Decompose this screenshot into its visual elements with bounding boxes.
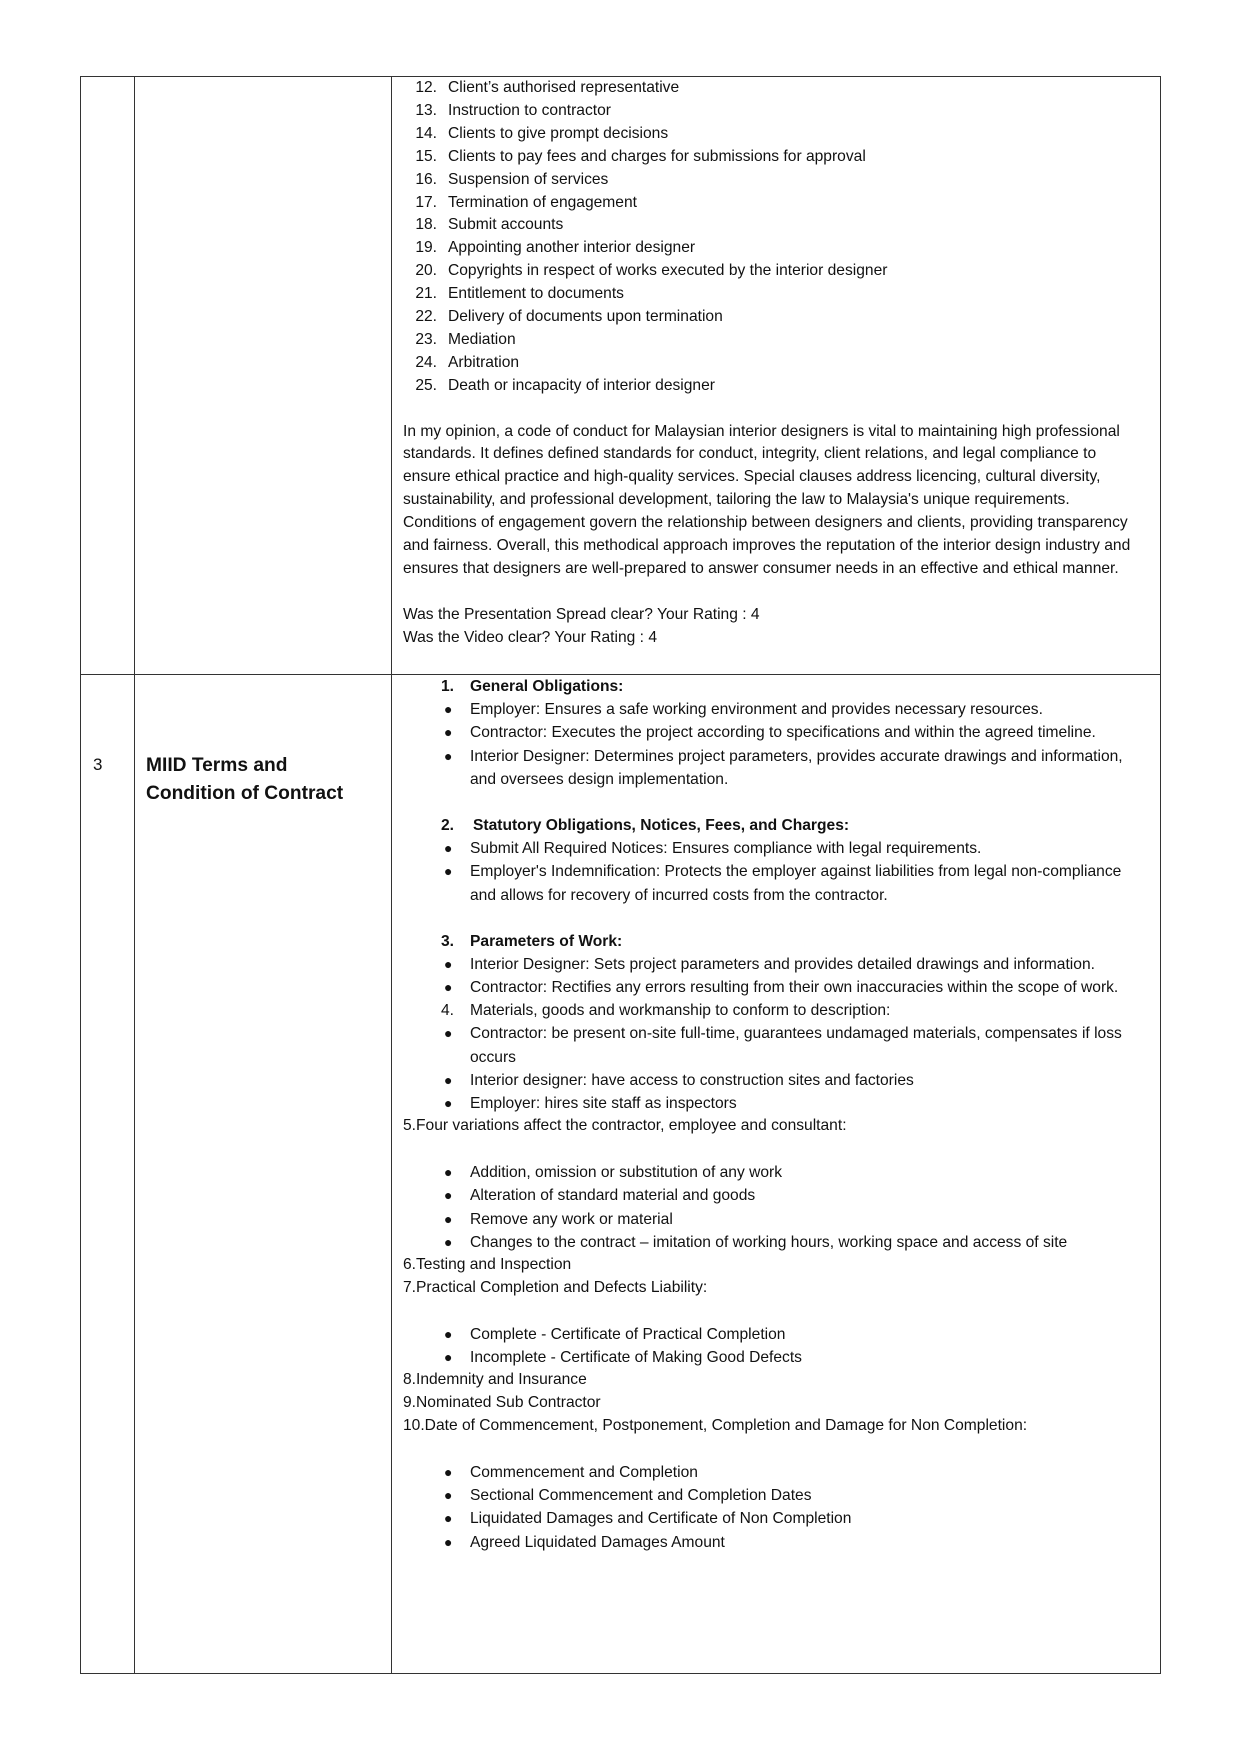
bullet-icon: ● bbox=[444, 1095, 453, 1112]
numbered-item: 19. Appointing another interior designer bbox=[415, 239, 696, 257]
numbered-item: 18. Submit accounts bbox=[415, 216, 564, 234]
bullet-item: ● Commencement and Completion bbox=[403, 1461, 1146, 1484]
bullet-icon: ● bbox=[444, 1187, 453, 1204]
bullet-icon: ● bbox=[444, 1463, 453, 1480]
numbered-item: 21. Entitlement to documents bbox=[415, 285, 624, 303]
rating-spread: Was the Presentation Spread clear? Your Rating : 4 bbox=[403, 605, 760, 623]
bullet-item: ● Interior Designer: Sets project parameters and provides detailed drawings and information. bbox=[403, 953, 1146, 976]
bullet-item: ● Employer's Indemnification: Protects the employer against liabilities from legal non-compliance and allows for recovery of incurred costs from the contractor. bbox=[403, 860, 1146, 906]
bullet-item: ● Submit All Required Notices: Ensures compliance with legal requirements. bbox=[403, 837, 1146, 860]
bullet-item: ● Addition, omission or substitution of any work bbox=[403, 1161, 1146, 1184]
bullet-icon: ● bbox=[444, 1210, 453, 1227]
bullet-group-1 bbox=[403, 698, 1146, 791]
content-cell-previous bbox=[403, 77, 1146, 650]
bullet-item: ● Contractor: Rectifies any errors resulting from their own inaccuracies within the scope of work. bbox=[403, 976, 1146, 999]
bullet-icon: ● bbox=[444, 701, 453, 718]
numbered-item: 16. Suspension of services bbox=[415, 170, 609, 188]
bullet-icon: ● bbox=[444, 1533, 453, 1550]
bullet-group-3 bbox=[403, 953, 1146, 999]
bullet-item: ● Interior designer: have access to construction sites and factories bbox=[403, 1069, 1146, 1092]
bullet-item: ● Remove any work or material bbox=[403, 1208, 1146, 1231]
heading-materials: 4. Materials, goods and workmanship to conform to description: bbox=[441, 1002, 891, 1020]
bullet-icon: ● bbox=[444, 1348, 453, 1365]
numbered-item: 13. Instruction to contractor bbox=[415, 101, 611, 119]
document-table bbox=[80, 76, 1161, 1674]
numbered-item: 20. Copyrights in respect of works executed by the interior designer bbox=[415, 262, 888, 280]
bullet-icon: ● bbox=[444, 955, 453, 972]
bullet-group-10 bbox=[403, 1461, 1146, 1554]
numbered-item: 24. Arbitration bbox=[415, 353, 520, 371]
bullet-item: ● Complete - Certificate of Practical Completion bbox=[403, 1323, 1146, 1346]
numbered-item: 14. Clients to give prompt decisions bbox=[415, 124, 669, 142]
bullet-item: ● Contractor: Executes the project according to specifications and within the agreed timeline. bbox=[403, 721, 1146, 744]
bullet-icon: ● bbox=[444, 1164, 453, 1181]
numbered-item: 22. Delivery of documents upon termination bbox=[415, 308, 723, 326]
bullet-item: ● Employer: hires site staff as inspectors bbox=[403, 1092, 1146, 1115]
item-10: 10.Date of Commencement, Postponement, Completion and Damage for Non Completion: bbox=[403, 1416, 1028, 1434]
item-7: 7.Practical Completion and Defects Liability: bbox=[403, 1278, 708, 1296]
row-number: 3 bbox=[93, 755, 103, 774]
numbered-item: 25. Death or incapacity of interior designer bbox=[415, 376, 715, 394]
bullet-icon: ● bbox=[444, 1487, 453, 1504]
bullet-icon: ● bbox=[444, 747, 453, 764]
bullet-item: ● Interior Designer: Determines project parameters, provides accurate drawings and information, and oversees design implementation. bbox=[403, 745, 1146, 791]
content-cell-section3 bbox=[403, 675, 1146, 1554]
bullet-item: ● Employer: Ensures a safe working environment and provides necessary resources. bbox=[403, 698, 1146, 721]
numbered-item: 23. Mediation bbox=[415, 330, 516, 348]
item-5: 5.Four variations affect the contractor, employee and consultant: bbox=[403, 1117, 847, 1135]
bullet-icon: ● bbox=[444, 1325, 453, 1342]
heading-statutory-obligations: 2. Statutory Obligations, Notices, Fees, and Charges: bbox=[441, 816, 850, 834]
bullet-icon: ● bbox=[444, 724, 453, 741]
bullet-icon: ● bbox=[444, 1233, 453, 1250]
bullet-icon: ● bbox=[444, 979, 453, 996]
numbered-item: 17. Termination of engagement bbox=[415, 193, 637, 211]
bullet-icon: ● bbox=[444, 1510, 453, 1527]
row-title: MIID Terms and Condition of Contract bbox=[146, 755, 344, 804]
numbered-item: 15. Clients to pay fees and charges for submissions for approval bbox=[415, 147, 866, 165]
opinion-paragraph: In my opinion, a code of conduct for Malaysian interior designers is vital to maintaining high professional standards. It defines defined standards for conduct, integrity, client relations, and legal compliance to ensure ethical practice and high-quality services. Special clauses address licencing, cultural diversity, sustainability, and professional development, tailoring the law to Malaysia's unique requirements. Conditions of engagement govern the relationship between designers and clients, providing transparency and fairness. Overall, this methodical approach improves the reputation of the interior design industry and ensures that designers are well-prepared to answer consumer needs in an effective and ethical manner. bbox=[403, 422, 1131, 578]
bullet-group-4 bbox=[403, 1022, 1146, 1115]
item-6: 6.Testing and Inspection bbox=[403, 1255, 572, 1273]
bullet-icon: ● bbox=[444, 1071, 453, 1088]
heading-general-obligations: 1. General Obligations: bbox=[441, 678, 624, 695]
item-9: 9.Nominated Sub Contractor bbox=[403, 1394, 601, 1412]
heading-parameters-of-work: 3. Parameters of Work: bbox=[441, 932, 623, 950]
numbered-list bbox=[403, 77, 1146, 398]
column-divider-1 bbox=[134, 77, 135, 1673]
bullet-item: ● Alteration of standard material and goods bbox=[403, 1184, 1146, 1207]
item-8: 8.Indemnity and Insurance bbox=[403, 1371, 587, 1389]
bullet-icon: ● bbox=[444, 863, 453, 880]
rating-video: Was the Video clear? Your Rating : 4 bbox=[403, 628, 657, 646]
bullet-icon: ● bbox=[444, 1025, 453, 1042]
bullet-item: ● Sectional Commencement and Completion Dates bbox=[403, 1484, 1146, 1507]
bullet-item: ● Liquidated Damages and Certificate of Non Completion bbox=[403, 1507, 1146, 1530]
bullet-item: ● Contractor: be present on-site full-time, guarantees undamaged materials, compensates if loss occurs bbox=[403, 1022, 1146, 1068]
bullet-group-7 bbox=[403, 1323, 1146, 1369]
bullet-item: ● Incomplete - Certificate of Making Good Defects bbox=[403, 1346, 1146, 1369]
bullet-item: ● Changes to the contract – imitation of working hours, working space and access of site bbox=[403, 1231, 1146, 1254]
column-divider-2 bbox=[391, 77, 392, 1673]
bullet-group-2 bbox=[403, 837, 1146, 907]
bullet-icon: ● bbox=[444, 840, 453, 857]
bullet-group-5 bbox=[403, 1161, 1146, 1254]
numbered-item: 12. Client’s authorised representative bbox=[415, 79, 680, 96]
bullet-item: ● Agreed Liquidated Damages Amount bbox=[403, 1531, 1146, 1554]
